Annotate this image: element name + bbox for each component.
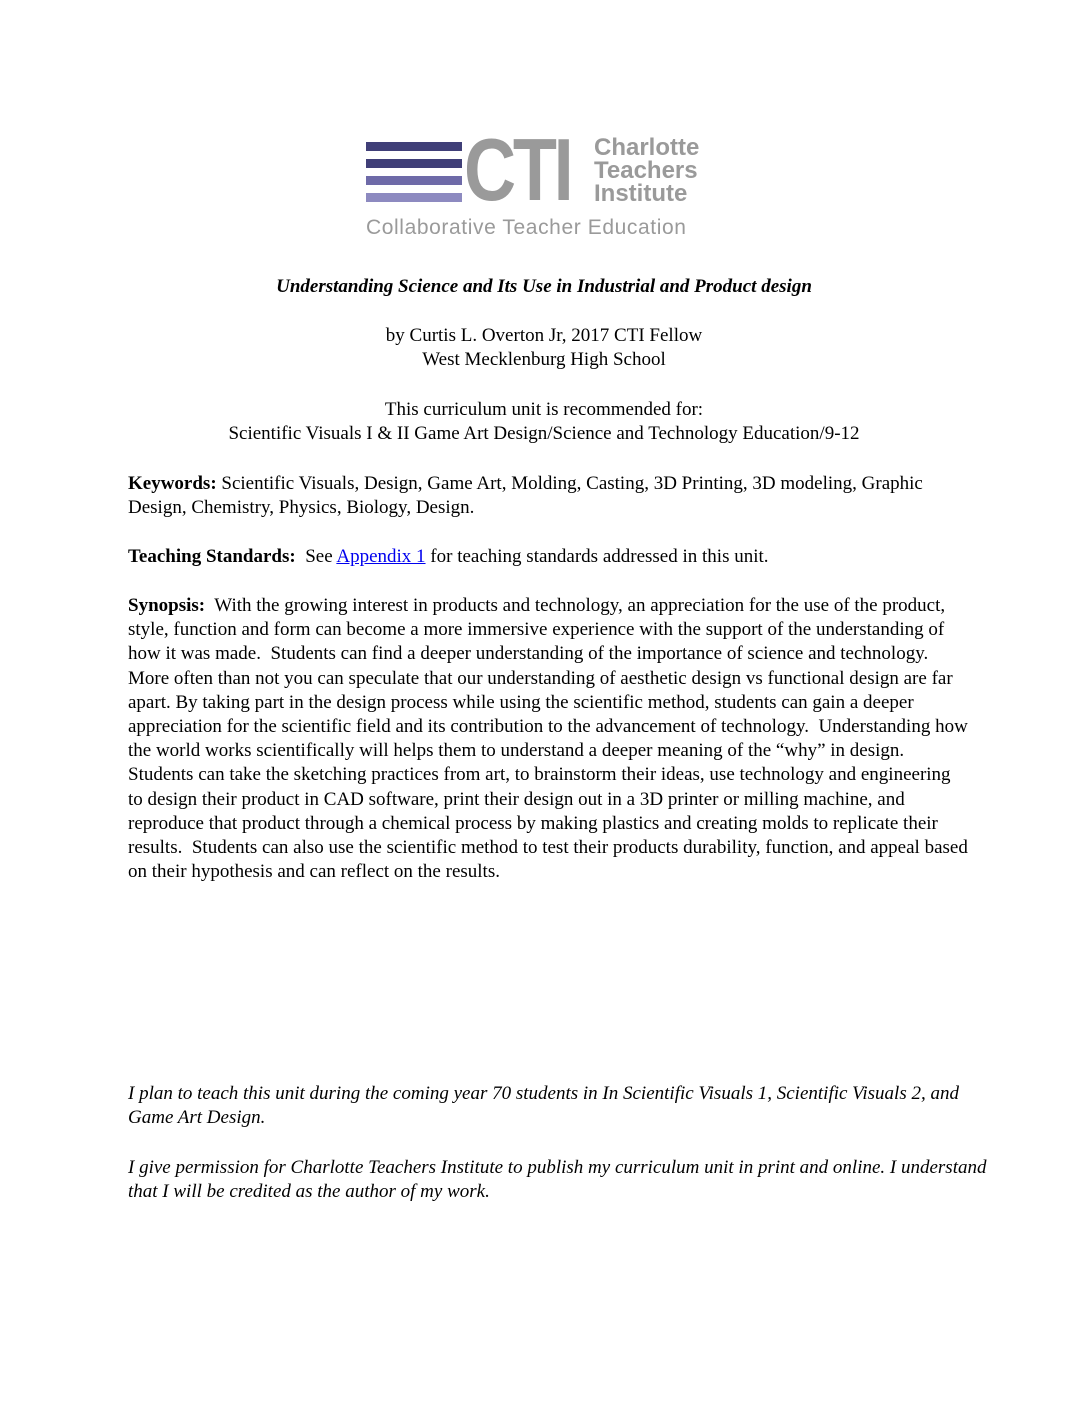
keywords-label: Keywords: <box>128 473 217 494</box>
standards-label: Teaching Standards: <box>128 546 296 567</box>
teaching-standards-paragraph <box>128 545 968 569</box>
cti-logo <box>366 120 722 246</box>
logo-bar-2 <box>366 159 462 168</box>
standards-after-link: for teaching standards addressed in this unit. <box>425 546 769 567</box>
logo-bars-icon <box>366 142 462 204</box>
logo-bar-1 <box>366 142 462 151</box>
logo-tagline: Collaborative Teacher Education <box>366 216 687 239</box>
recommendation-block <box>100 398 988 446</box>
synopsis-text: With the growing interest in products and technology, an appreciation for the use of the product, style, function and form can become a more immersive experience with the support of the understanding of how it was made. Students can find a deeper understanding of the importance of science and technology. More often than not you can speculate that our understanding of aesthetic design vs functional design are far apart. By taking part in the design process while using the scientific method, students can gain a deeper appreciation for the scientific field and its contribution to the advancement of technology. Understanding how the world works scientifically will helps them to understand a deeper meaning of the “why” in design. Students can take the sketching practices from art, to brainstorm their ideas, use technology and engineering to design their product in CAD software, print their design out in a 3D printer or milling machine, and reproduce that product through a chemical process by making plastics and creating molds to replicate their results. Students can also use the scientific method to test their products durability, function, and appeal based on their hypothesis and can reflect on the results. <box>128 595 973 883</box>
appendix-link[interactable]: Appendix 1 <box>336 546 426 567</box>
logo-letters: CTI <box>464 120 571 219</box>
synopsis-label: Synopsis: <box>128 595 206 616</box>
logo-bar-4 <box>366 193 462 202</box>
permission-note: I give permission for Charlotte Teachers Institute to publish my curriculum unit in print and online. I understand that I will be credited as the author of my work. <box>128 1157 987 1203</box>
plan-note: I plan to teach this unit during the coming year 70 students in In Scientific Visuals 1, Scientific Visuals 2, and Game Art Design. <box>128 1083 959 1129</box>
school-name: West Mecklenburg High School <box>422 349 666 370</box>
recommend-intro: This curriculum unit is recommended for: <box>384 399 704 420</box>
logo-name: Charlotte Teachers Institute <box>594 134 700 207</box>
recommend-courses: Scientific Visuals I & II Game Art Design/Science and Technology Education/9-12 <box>228 423 860 444</box>
synopsis-paragraph <box>128 594 973 884</box>
logo-bar-3 <box>366 176 462 185</box>
keywords-paragraph <box>128 472 968 520</box>
unit-title: Understanding Science and Its Use in Industrial and Product design <box>276 276 812 297</box>
author-line: by Curtis L. Overton Jr, 2017 CTI Fellow <box>385 325 703 346</box>
author-block <box>100 324 988 372</box>
standards-before-link: See <box>295 546 337 567</box>
keywords-text: Scientific Visuals, Design, Game Art, Molding, Casting, 3D Printing, 3D modeling, Graphic Design, Chemistry, Physics, Biology, Design. <box>128 473 923 519</box>
